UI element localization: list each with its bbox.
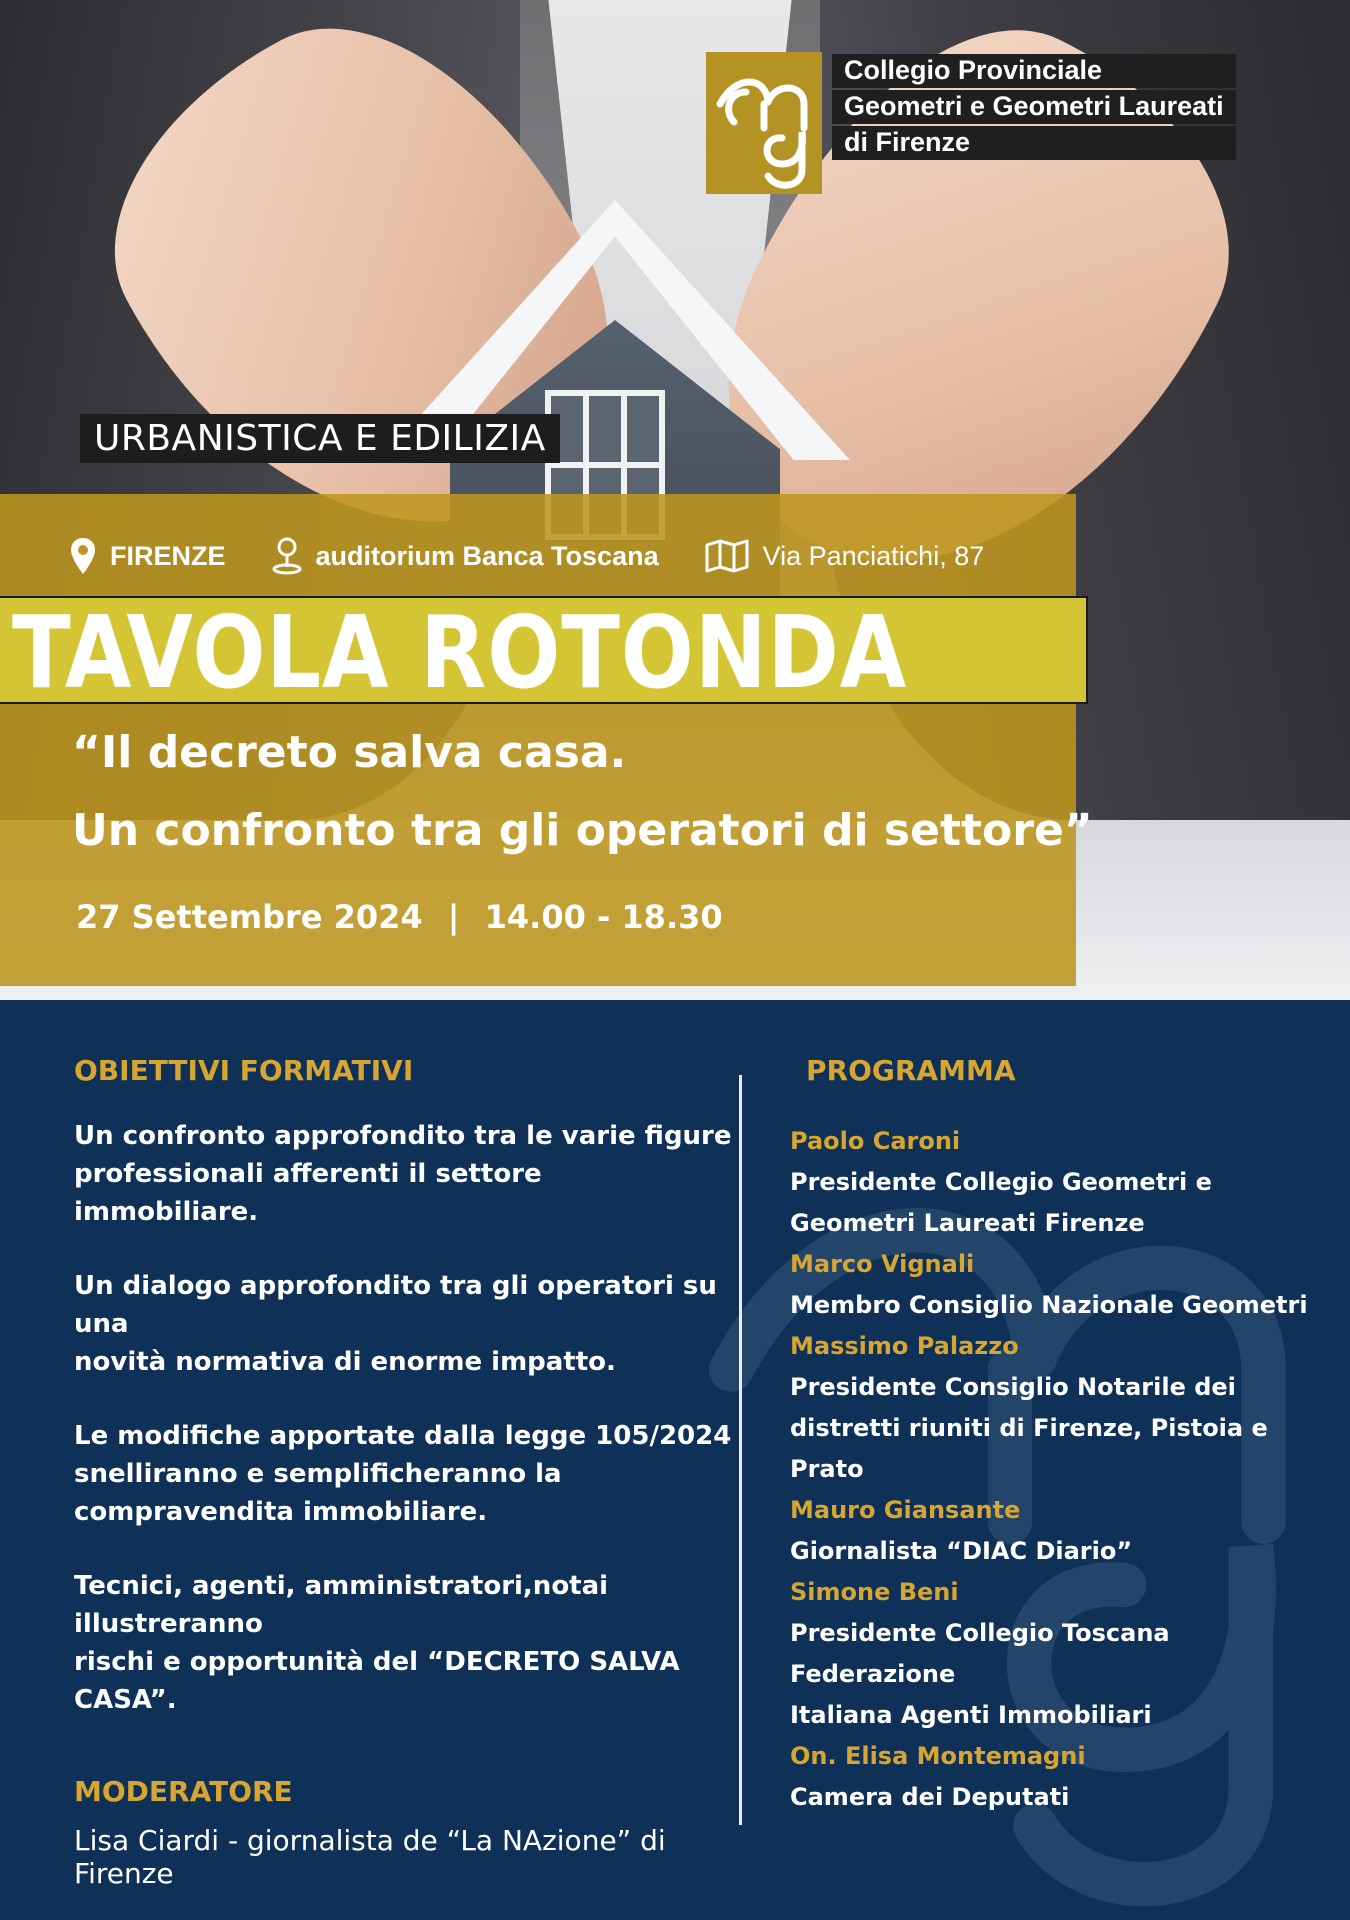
speaker-role: Giornalista “DIAC Diario” <box>790 1537 1133 1565</box>
objective-paragraph <box>74 1567 734 1719</box>
speaker-role: Presidente Collegio Geometri e <box>790 1168 1212 1196</box>
venue-name: auditorium Banca Toscana <box>315 540 659 571</box>
event-date: 27 Settembre 2024 <box>76 898 423 936</box>
objective-line: Tecnici, agenti, amministratori,notai illustreranno <box>74 1571 609 1639</box>
event-title: TAVOLA ROTONDA <box>12 594 908 711</box>
objective-line: snelliranno e semplificheranno la <box>74 1459 562 1489</box>
date-time-row <box>76 898 723 936</box>
moderator-heading: MODERATORE <box>74 1775 293 1808</box>
logo-line-1: Collegio Provinciale <box>838 54 1108 86</box>
objective-line: rischi e opportunità del “DECRETO SALVA CASA”. <box>74 1647 680 1715</box>
city-segment <box>70 537 226 575</box>
objective-line: Un confronto approfondito tra le varie figure <box>74 1121 732 1151</box>
subtitle-line-1: “Il decreto salva casa. <box>72 727 627 778</box>
date-separator: | <box>447 898 460 936</box>
speaker-role: Geometri Laureati Firenze <box>790 1209 1145 1237</box>
title-bar <box>0 594 1088 711</box>
column-divider <box>739 1075 742 1825</box>
category-label: URBANISTICA E EDILIZIA <box>80 414 560 463</box>
event-time: 14.00 - 18.30 <box>484 898 723 936</box>
moderator-text: Lisa Ciardi - giornalista de “La NAzione” di Firenze <box>74 1824 666 1890</box>
map-pin-icon <box>70 537 96 575</box>
logo-line-3: di Firenze <box>838 126 976 158</box>
speaker-name: Paolo Caroni <box>790 1127 961 1155</box>
speaker-name: Mauro Giansante <box>790 1496 1021 1524</box>
location-row <box>70 536 1030 576</box>
logo-mark <box>706 52 822 194</box>
address-segment <box>705 539 985 573</box>
city-name: FIRENZE <box>110 540 226 571</box>
objective-line: professionali afferenti il settore immobiliare. <box>74 1159 542 1227</box>
programma-column <box>790 1054 1330 1818</box>
programma-heading: PROGRAMMA <box>806 1054 1016 1087</box>
speaker-role: distretti riuniti di Firenze, Pistoia e Prato <box>790 1414 1268 1483</box>
speaker-list <box>790 1121 1330 1818</box>
logo-wordmark <box>832 54 1236 162</box>
objective-line: novità normativa di enorme impatto. <box>74 1347 616 1377</box>
speaker-role: Presidente Collegio Toscana Federazione <box>790 1619 1170 1688</box>
objective-paragraph <box>74 1117 734 1231</box>
subtitle-line-2: Un confronto tra gli operatori di settore” <box>72 805 1093 856</box>
event-subtitle <box>72 714 1093 870</box>
objective-line: Le modifiche apportate dalla legge 105/2024 <box>74 1421 732 1451</box>
speaker-name: On. Elisa Montemagni <box>790 1742 1086 1770</box>
address-text: Via Panciatichi, 87 <box>762 540 985 571</box>
speaker-role: Italiana Agenti Immobiliari <box>790 1701 1152 1729</box>
objective-paragraph <box>74 1417 734 1531</box>
objective-line: Un dialogo approfondito tra gli operatori su una <box>74 1271 717 1339</box>
location-marker-icon <box>272 537 302 575</box>
objectives-heading: OBIETTIVI FORMATIVI <box>74 1054 414 1087</box>
speaker-role: Presidente Consiglio Notarile dei <box>790 1373 1236 1401</box>
logo-line-2: Geometri e Geometri Laureati <box>838 90 1230 122</box>
objective-paragraph <box>74 1267 734 1381</box>
speaker-role: Camera dei Deputati <box>790 1783 1070 1811</box>
speaker-name: Marco Vignali <box>790 1250 975 1278</box>
speaker-name: Simone Beni <box>790 1578 959 1606</box>
objectives-column <box>74 1054 734 1890</box>
venue-segment <box>272 537 659 575</box>
speaker-role: Membro Consiglio Nazionale Geometri <box>790 1291 1308 1319</box>
objectives-paragraphs <box>74 1117 734 1719</box>
speaker-name: Massimo Palazzo <box>790 1332 1019 1360</box>
objective-line: compravendita immobiliare. <box>74 1497 488 1527</box>
map-icon <box>705 539 749 573</box>
